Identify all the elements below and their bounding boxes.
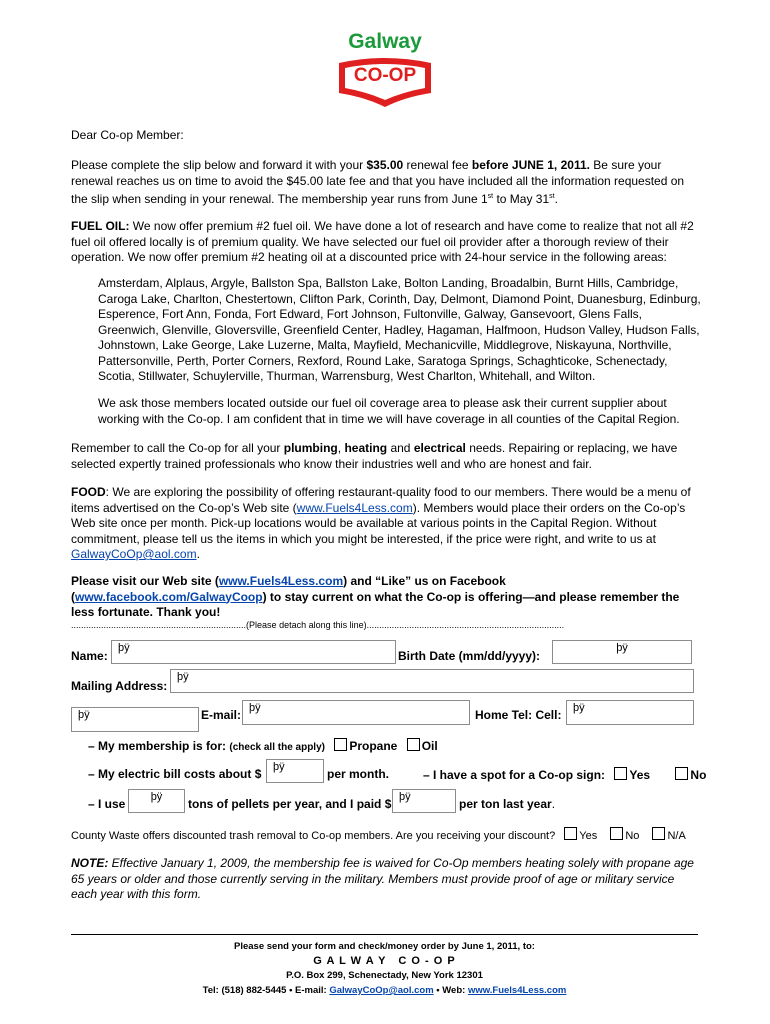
footer-contact <box>71 985 698 996</box>
logo-sign: CO-OP <box>353 65 417 86</box>
footer-send: Please send your form and check/money order by June 1, 2011, to: <box>234 941 535 952</box>
mailing-address-label: Mailing Address: <box>71 679 168 693</box>
propane-label: Propane <box>349 739 398 753</box>
note-paragraph <box>71 856 701 903</box>
detach-dots: ...................................................................... <box>71 620 247 630</box>
propane-checkbox[interactable] <box>334 738 347 751</box>
visit-text: Please visit our Web site ( <box>71 574 219 588</box>
electrical-label: electrical <box>413 441 466 455</box>
electric-bill-label: – My electric bill costs about $ <box>88 767 262 781</box>
renewal-fee: $35.00 <box>366 158 404 172</box>
oil-checkbox[interactable] <box>407 738 420 751</box>
footer-divider <box>71 934 698 935</box>
footer-web-label: • Web: <box>433 985 468 996</box>
waste-yes-checkbox[interactable] <box>564 827 577 840</box>
waste-no-label: No <box>625 830 640 842</box>
detach-label: (Please detach along this line) <box>246 620 367 630</box>
superscript: st <box>549 193 555 200</box>
services-paragraph <box>71 441 701 472</box>
logo-name: Galway <box>348 30 422 53</box>
waste-no-checkbox[interactable] <box>610 827 623 840</box>
waste-row <box>71 827 686 842</box>
food-text: ). Members would place their orders on the Co-op’s Web site once per month. Pick-up locations would be available at various points in the Capital Region. Without commitment, please tell us the items in which you might be interested, if the price were right, and write to us at <box>71 500 686 546</box>
sign-yes-checkbox[interactable] <box>614 767 627 780</box>
services-text: needs. Repairing or replacing, we have selected expertly trained professionals who know their industries well and who are honest and fair. <box>71 441 678 471</box>
fuel-oil-label: FUEL OIL: <box>71 219 130 233</box>
intro-text: to May 31 <box>493 192 550 206</box>
intro-text: Please complete the slip below and forward it with your <box>71 158 367 172</box>
membership-row <box>88 738 438 753</box>
address-line-field[interactable]: þÿ <box>71 707 199 732</box>
visit-text: ) and “Like” us on Facebook ( <box>71 574 506 604</box>
visit-paragraph <box>71 574 701 621</box>
food-label: FOOD <box>71 485 106 499</box>
waste-question: County Waste offers discounted trash removal to Co-op members. Are you receiving your discount? <box>71 830 556 842</box>
sign-spot-label: – I have a spot for a Co-op sign: <box>423 768 606 782</box>
greeting: Dear Co-op Member: <box>71 128 184 142</box>
visit-text: ) to stay current on what the Co-op is offering—and please remember the less fortunate. Thank you! <box>71 589 680 619</box>
detach-dots: ............................................................................... <box>366 620 565 630</box>
oil-label: Oil <box>421 739 438 753</box>
fuel-oil-text: We now offer premium #2 fuel oil. We have done a lot of research and have come to realize that not all #2 fuel oil offered locally is of premium quality. We have selected our fuel oil provider after a thorough review of their operation. We now offer premium #2 heating oil at a discounted price with 24-hour service in the following areas: <box>71 219 694 264</box>
email-link[interactable]: GalwayCoOp@aol.com <box>71 547 197 561</box>
name-label: Name: <box>71 649 108 663</box>
mailing-address-label-text: Mailing Address <box>71 679 164 693</box>
food-text: : We are exploring the possibility of offering restaurant-quality food to our members. There would be a menu of items advertised on the Co-op’s Web site ( <box>71 485 691 515</box>
footer-tel: Tel: (518) 882-5445 • E-mail: <box>202 985 330 996</box>
waste-na-checkbox[interactable] <box>652 827 665 840</box>
facebook-link[interactable]: www.facebook.com/GalwayCoop <box>75 589 263 604</box>
food-text: . <box>196 547 200 561</box>
website-link[interactable]: www.Fuels4Less.com <box>296 500 413 515</box>
per-ton-text: per ton last year <box>459 797 552 811</box>
outside-coverage: We ask those members located outside our fuel oil coverage area to please ask their current supplier about working with the Co-op. I am confident that in time we will have coverage in all counties of the Capital Region. <box>98 396 680 426</box>
plumbing-label: plumbing <box>283 441 338 455</box>
services-text: , <box>337 441 345 455</box>
per-month-label: per month. <box>327 767 389 781</box>
intro-text: Be sure your renewal reaches us on time to avoid the $45.00 late fee and that you have included all the information requested on the slip when sending in your renewal. The membership year runs from June 1 <box>71 158 685 206</box>
footer-address: P.O. Box 299, Schenectady, New York 12301 <box>286 970 483 981</box>
intro-paragraph <box>71 158 701 208</box>
name-field[interactable]: þÿ <box>111 640 396 664</box>
membership-hint: (check all the apply) <box>229 742 325 753</box>
note-text: Effective January 1, 2009, the membership fee is waived for Co-Op members heating solely with propane age 65 years or older and those currently serving in the military. Members must provide proof of age or military service each year with this form. <box>71 856 694 901</box>
pellets-price-field[interactable]: þÿ <box>392 789 456 813</box>
name-label-text: Name <box>71 649 104 663</box>
footer-org: G A L W A Y C O - O P <box>313 955 456 967</box>
use-label: – I use <box>88 797 126 811</box>
email-field[interactable]: þÿ <box>242 700 470 725</box>
services-text: Remember to call the Co-op for all your <box>71 441 284 455</box>
food-paragraph <box>71 485 701 563</box>
fuel-oil-paragraph <box>71 219 701 266</box>
heating-label: heating <box>344 441 388 455</box>
birth-date-field[interactable]: þÿ <box>552 640 692 664</box>
membership-label: – My membership is for: <box>88 739 227 753</box>
sign-spot-row <box>423 767 706 782</box>
footer-web-link[interactable]: www.Fuels4Less.com <box>467 985 567 996</box>
mailing-address-field[interactable]: þÿ <box>170 669 694 693</box>
website-link[interactable]: www.Fuels4Less.com <box>218 574 344 588</box>
note-label: NOTE: <box>71 856 109 870</box>
intro-text: . <box>554 192 558 206</box>
pellets-label: tons of pellets per year, and I paid $ <box>188 797 392 811</box>
cell-label: Cell: <box>535 708 562 722</box>
services-text: and <box>387 441 414 455</box>
renewal-deadline: before JUNE 1, 2011. <box>471 158 590 172</box>
cell-field[interactable]: þÿ <box>566 700 694 725</box>
sign-yes-label: Yes <box>629 768 651 782</box>
electric-bill-field[interactable]: þÿ <box>266 759 324 783</box>
logo <box>330 30 440 110</box>
birth-date-label: Birth Date (mm/dd/yyyy): <box>398 649 541 663</box>
waste-na-label: N/A <box>667 830 686 842</box>
waste-yes-label: Yes <box>579 830 598 842</box>
birth-date-label-text: Birth Date (mm/dd/yyyy) <box>398 649 537 663</box>
footer-email-link[interactable]: GalwayCoOp@aol.com <box>329 985 434 996</box>
sign-no-label: No <box>690 768 707 782</box>
detach-line <box>71 620 701 630</box>
phone-label: Home Tel: Cell: <box>475 708 562 722</box>
per-ton-label: per ton last year. <box>459 797 556 811</box>
intro-text: renewal fee <box>403 158 472 172</box>
superscript: st <box>487 193 494 200</box>
pellets-tons-field[interactable]: þÿ <box>128 789 185 813</box>
email-label: E-mail: <box>201 708 242 722</box>
service-areas: Amsterdam, Alplaus, Argyle, Ballston Spa, Ballston Lake, Bolton Landing, Broadalbin, Burnt Hills, Cambridge, Caroga Lake, Charlton, Chestertown, Clifton Park, Corinth, Day, Delmont, Diamond Point, Duanesburg, Edinburg, Esperence, Fort Ann, Fonda, Fort Edward, Fort Johnson, Fultonville, Galway, Gansevoort, Glens Falls, Greenwich, Glenville, Gloversville, Greenfield Center, Hadley, Hagaman, Halfmoon, Hudson Valley, Hudson Falls, Johnstown, Lake George, Lake Luzerne, Malta, Mayfield, Mechanicville, Middlegrove, Niskayuna, Northville, Pattersonville, Perth, Porter Corners, Rexford, Round Lake, Saratoga Springs, Schaghticoke, Schenectady, Scotia, Stillwater, Schuylerville, Thurman, Warrensburg, West Charlton, Whitehall, and Wilton. <box>98 276 701 383</box>
sign-no-checkbox[interactable] <box>675 767 688 780</box>
home-tel-label: Home Tel <box>475 708 529 722</box>
